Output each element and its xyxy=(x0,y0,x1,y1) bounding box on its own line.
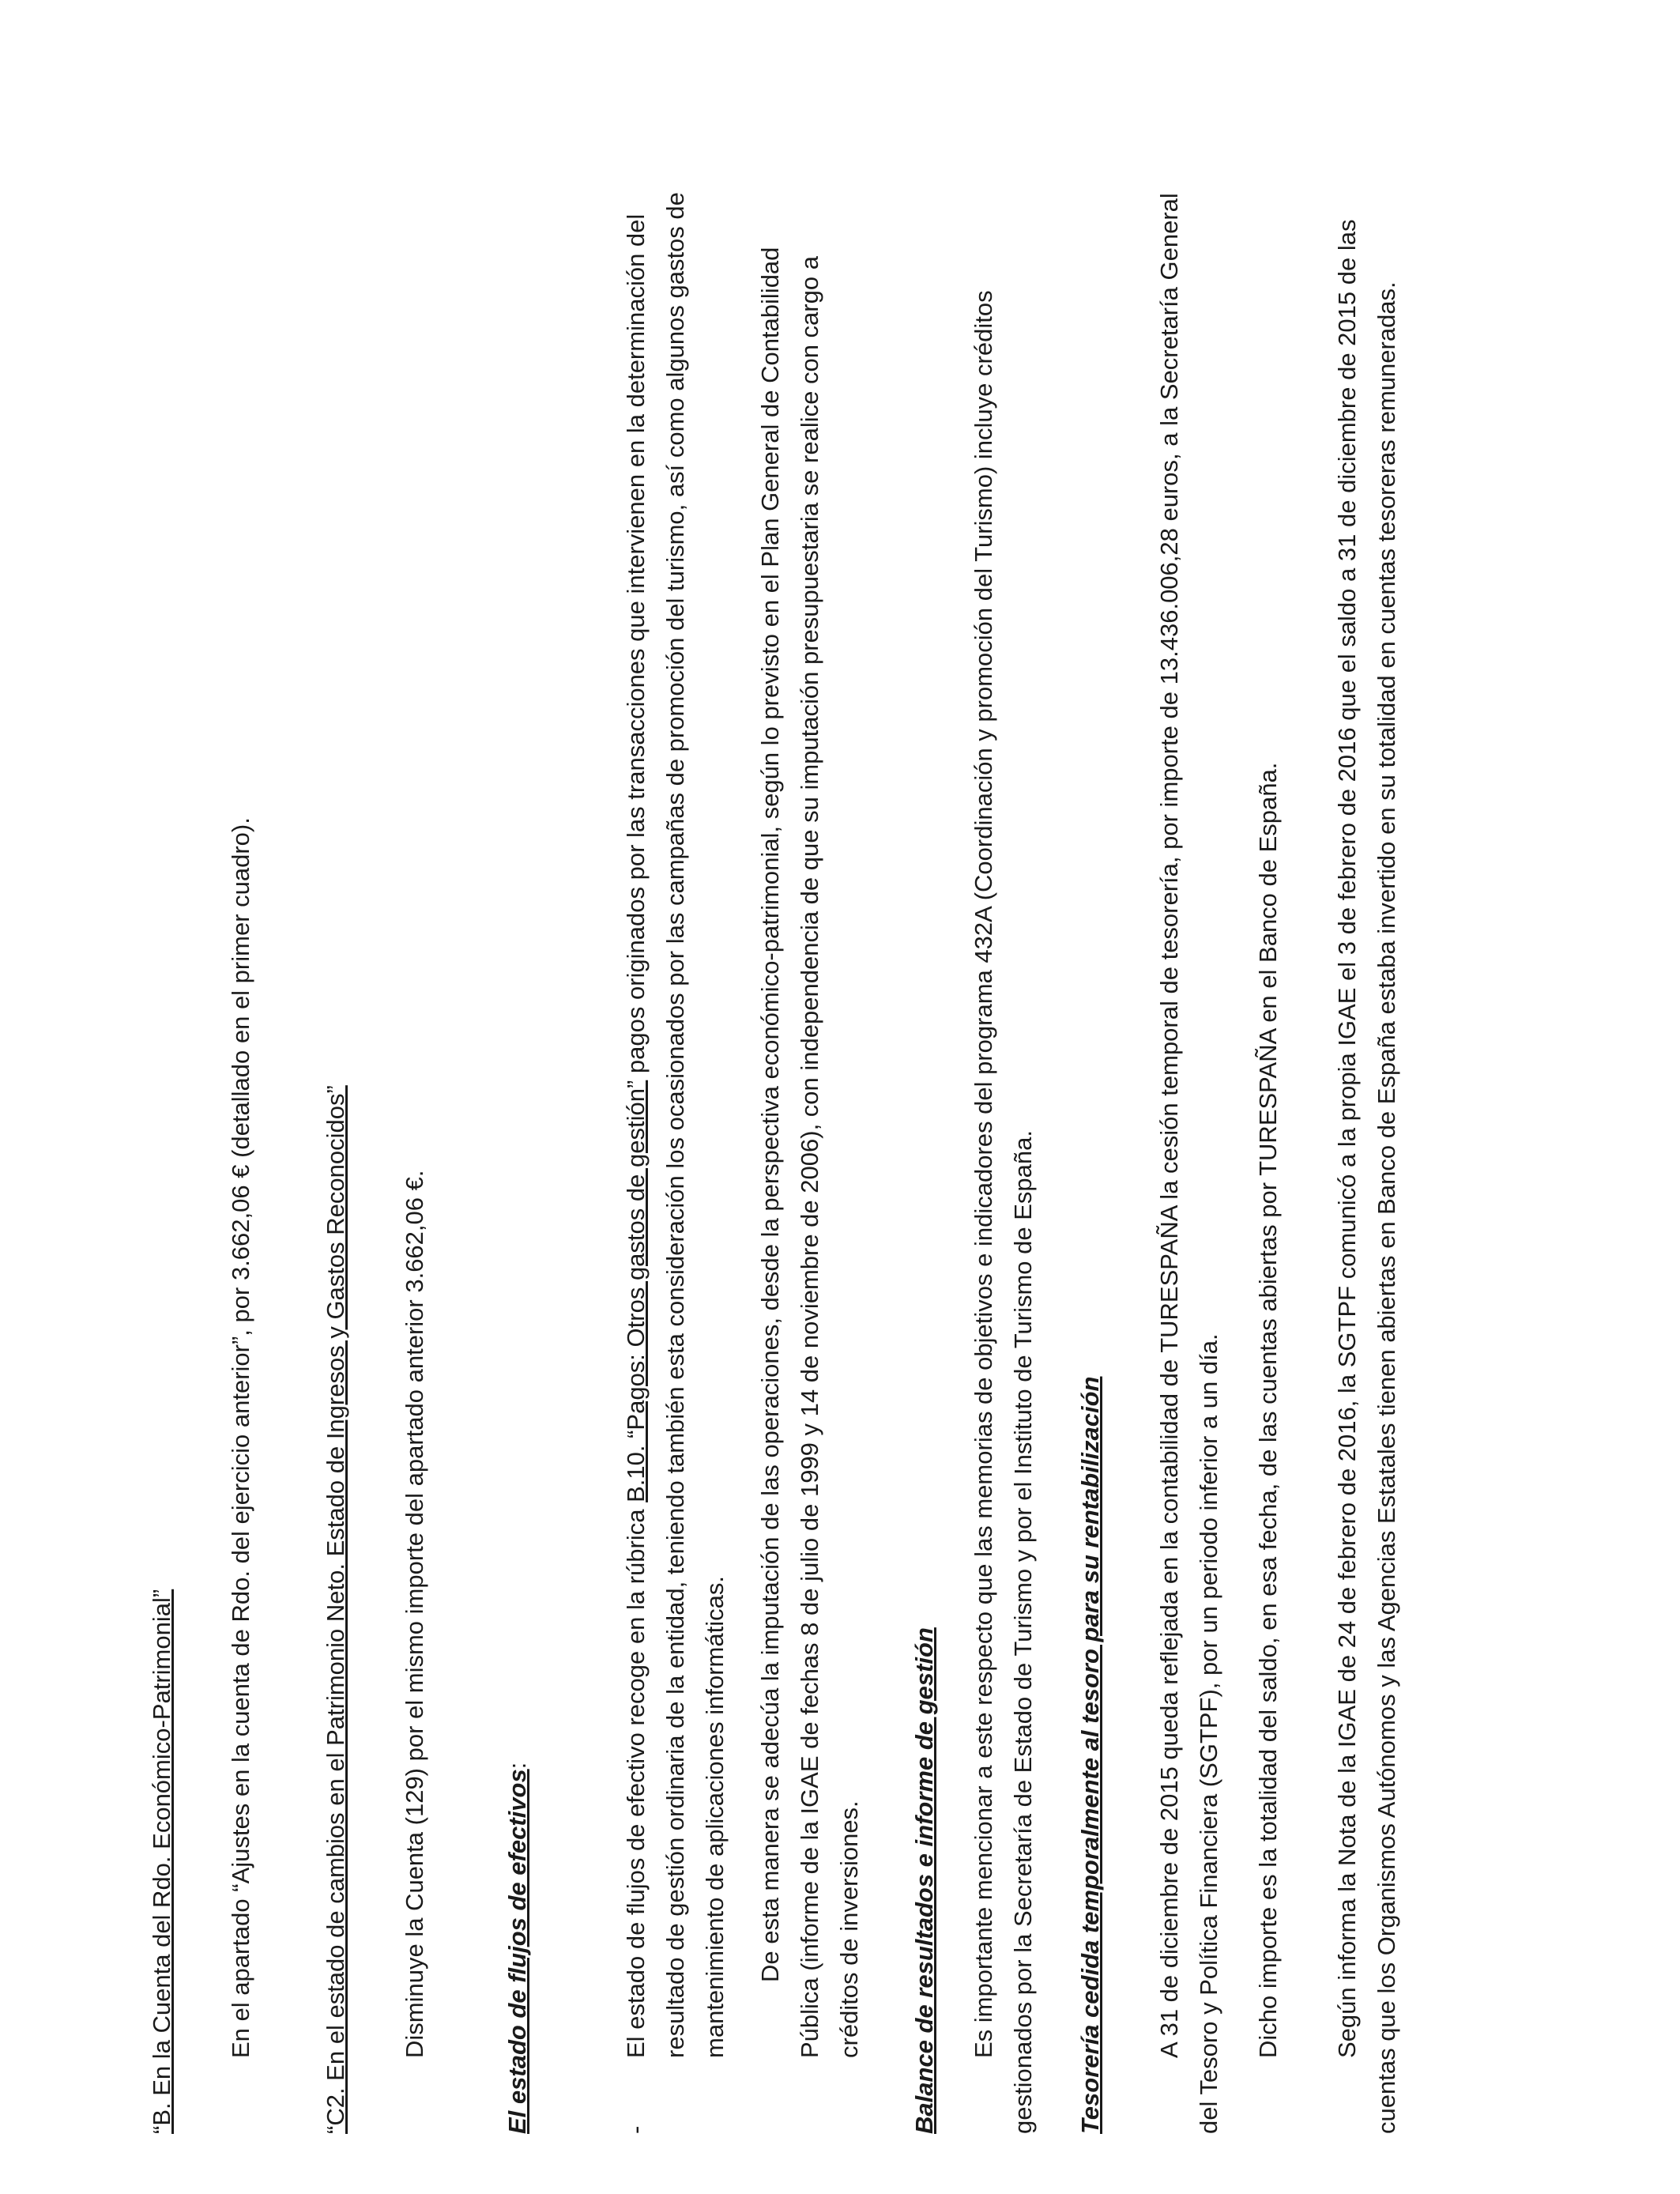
flujos-heading: El estado de flujos de efectivos xyxy=(503,1769,531,2134)
balance-paragraph: Es importante mencionar a este respecto que las memorias de objetivos e indicadores del programa 432A (Coordinación y promoción del Turismo) incluye créditos gestionados por la Secretaría de Estado de Turismo y por el Instituto de Turismo de España. xyxy=(970,290,1037,2134)
section-b-paragraph: En el apartado “Ajustes en la cuenta de Rdo. del ejercicio anterior”, por 3.662,06 € (detallado en el primer cuadro). xyxy=(227,817,254,2058)
rotated-document-page xyxy=(142,95,1644,2134)
flujos-paragraph-1 xyxy=(616,190,735,2058)
section-c2-paragraph: Disminuye la Cuenta (129) por el mismo importe del apartado anterior 3.662,06 €. xyxy=(401,1170,428,2058)
flujos-heading-line xyxy=(498,190,537,2134)
flujos-heading-colon: : xyxy=(503,1762,531,1770)
tesoreria-paragraph-1: A 31 de diciembre de 2015 queda reflejada en la contabilidad de TURESPAÑA la cesión temporal de tesorería, por importe de 13.436.006,28 euros, a la Secretaría General del Tesoro y Política Financiera (SGTPF), por un periodo inferior a un día. xyxy=(1155,193,1222,2134)
section-b-heading: “B. En la Cuenta del Rdo. Económico-Patrimonial” xyxy=(148,1589,175,2134)
flujos-rubric: B.10. “Pagos: Otros gastos de gestión” xyxy=(622,1080,650,1502)
flujos-list-item xyxy=(616,190,735,2134)
flujos-p1-end: pagos originados por las transacciones que intervienen en la determinación del resultado de gestión ordinaria de la entidad, teniendo también esta consideración los ocasionados por las campañas de promoción del turismo, así como algunos gastos de mantenimiento de aplicaciones informáticas. xyxy=(622,192,729,2058)
tesoreria-heading: Tesorería cedida temporalmente al tesoro para su rentabilización xyxy=(1076,1376,1104,2134)
tesoreria-paragraph-3: Según informa la Nota de la IGAE de 24 de febrero de 2016, la SGTPF comunicó a la propia IGAE el 3 de febrero de 2016 que el saldo a 31 de diciembre de 2015 de las cuentas que los Organismos Autónomos y las Agencias Estatales tienen abiertas en Banco de España estaba invertido en su totalidad en cuentas tesoreras remuneradas. xyxy=(1333,219,1400,2134)
flujos-p1-start: El estado de flujos de efectivo recoge en la rúbrica xyxy=(622,1502,650,2058)
list-dash: - xyxy=(622,2125,650,2134)
flujos-paragraph-2: De esta manera se adecúa la imputación de las operaciones, desde la perspectiva económico-patrimonial, según lo previsto en el Plan General de Contabilidad Pública (informe de la IGAE de fechas 8 de julio de 1999 y 14 de noviembre de 2006), con independencia de que su imputación presupuestaria se realice con cargo a créditos de inversiones. xyxy=(756,247,863,2058)
section-c2-heading: “C2. En el estado de cambios en el Patrimonio Neto. Estado de Ingresos y Gastos Reconocidos” xyxy=(322,1085,349,2134)
balance-heading: Balance de resultados e informe de gestión xyxy=(910,1627,938,2134)
tesoreria-paragraph-2: Dicho importe es la totalidad del saldo, en esa fecha, de las cuentas abiertas por TURESPAÑA en el Banco de España. xyxy=(1254,762,1282,2058)
